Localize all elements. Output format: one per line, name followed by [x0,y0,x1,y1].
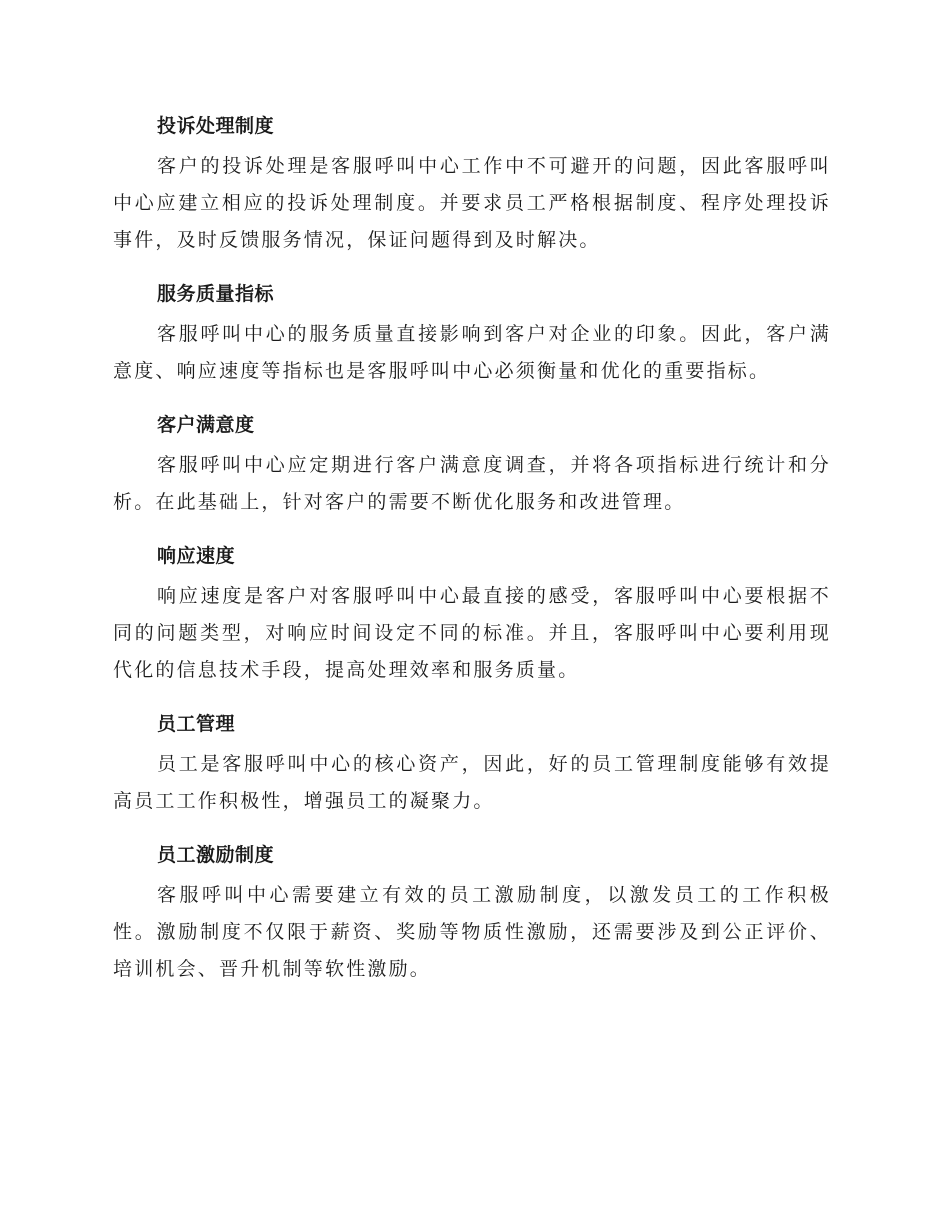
section-response-speed [113,534,831,689]
section-heading: 员工激励制度 [157,844,275,866]
section-paragraph: 客服呼叫中心需要建立有效的员工激励制度，以激发员工的工作积极性。激励制度不仅限于薪资、奖励等物质性激励，还需要涉及到公正评价、培训机会、晋升机制等软性激励。 [113,884,831,980]
section-heading: 投诉处理制度 [157,115,275,137]
section-complaint-handling [113,104,831,259]
section-paragraph: 客服呼叫中心应定期进行客户满意度调查，并将各项指标进行统计和分析。在此基础上，针对客户的需要不断优化服务和改进管理。 [113,454,831,513]
section-heading: 客户满意度 [157,414,255,436]
section-staff-incentives [113,833,831,988]
section-staff-management [113,702,831,820]
section-heading: 响应速度 [157,545,236,567]
section-heading: 服务质量指标 [157,283,275,305]
section-heading: 员工管理 [157,713,236,735]
section-paragraph: 响应速度是客户对客服呼叫中心最直接的感受，客服呼叫中心要根据不同的问题类型，对响应时间设定不同的标准。并且，客服呼叫中心要利用现代化的信息技术手段，提高处理效率和服务质量。 [113,585,831,681]
section-paragraph: 员工是客服呼叫中心的核心资产，因此，好的员工管理制度能够有效提高员工工作积极性，增强员工的凝聚力。 [113,753,831,812]
section-service-quality [113,272,831,390]
document-body [113,104,831,1001]
section-paragraph: 客户的投诉处理是客服呼叫中心工作中不可避开的问题，因此客服呼叫中心应建立相应的投诉处理制度。并要求员工严格根据制度、程序处理投诉事件，及时反馈服务情况，保证问题得到及时解决。 [113,155,831,251]
section-customer-satisfaction [113,403,831,521]
section-paragraph: 客服呼叫中心的服务质量直接影响到客户对企业的印象。因此，客户满意度、响应速度等指标也是客服呼叫中心必须衡量和优化的重要指标。 [113,323,831,382]
